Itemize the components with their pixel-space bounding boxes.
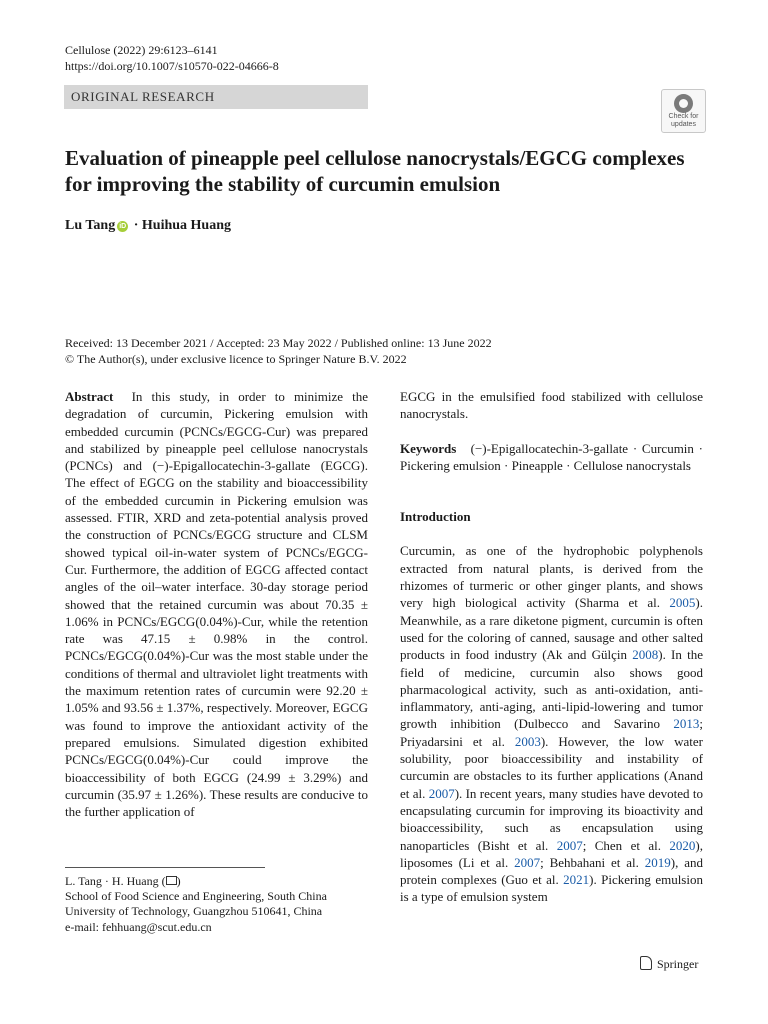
keywords-text: (−)-Epigallocatechin-3-gallate · Curcumin · Pickering emulsion · Pineapple · Cellulose nanocrystals: [400, 440, 703, 473]
citation-link[interactable]: 2021: [563, 872, 590, 888]
citation-link[interactable]: 2007: [428, 785, 455, 801]
introduction-text: ; Behbahani et al.: [540, 854, 645, 870]
introduction-text: ), and protein complexes (Guo et al.: [400, 854, 703, 888]
introduction-heading: Introduction: [400, 509, 471, 525]
citation-link[interactable]: 2008: [632, 647, 659, 663]
author-separator: ·: [130, 218, 142, 233]
introduction-body: [400, 542, 703, 905]
article-type-label: ORIGINAL RESEARCH: [71, 89, 215, 104]
journal-header: [65, 42, 279, 74]
abstract-continuation: EGCG in the emulsified food stabilized with cellulose nanocrystals.: [400, 389, 703, 422]
introduction-text: ). In the field of medicine, curcumin also shows good pharmacological activity, such as anti-oxidation, anti-inflammatory, anti-aging, anti-lipid-lowering and tumor growth inhibition (Dulbecco and Savarino: [400, 647, 703, 732]
received-accepted-published: Received: 13 December 2021 / Accepted: 23 May 2022 / Published online: 13 June 2022: [65, 336, 492, 350]
affiliation-names-end: ): [176, 874, 181, 888]
citation-link[interactable]: 2005: [669, 595, 696, 611]
abstract-text: In this study, in order to minimize the degradation of curcumin, Pickering emulsion with embedded curcumin (PCNCs/EGCG-Cur) was prepared and stabilized by pineapple peel cellulose nanocrystals (PCNCs) and (−)-Epigallocatechin-3-gallate (EGCG). The effect of EGCG on the stability and bioaccessibility of the embedded curcumin in Pickering emulsion was assessed. FTIR, XRD and zeta-potential analysis proved the construction of PCNCs/EGCG structure and CLSM showed typical oil-in-water system of PCNCs/EGCG-Cur. Furthermore, the addition of EGCG affected contact angles of the oil–water interface. 30-day storage period showed that the retained curcumin was about 70.35 ± 1.06% in PCNCs/EGCG(0.04%)-Cur, while the retention rate was 47.15 ± 0.98% in the control. PCNCs/EGCG(0.04%)-Cur was the most stable under the conditions of thermal and ultraviolet light treatments with the maximum retention rates of curcumin were 92.20 ± 1.05% and 93.56 ± 1.37%, respectively. Moreover, EGCG was found to improve the antioxidant activity of the prepared emulsions. Simulated digestion exhibited PCNCs/EGCG(0.04%)-Cur could improve the bioaccessibility of both EGCG (24.99 ± 3.29%) and curcumin (35.97 ± 1.26%). These results are conducive to the further application of: [65, 389, 369, 820]
orcid-icon[interactable]: iD: [119, 223, 127, 230]
publisher-footer: [640, 956, 698, 972]
citation-link[interactable]: 2013: [673, 716, 700, 732]
introduction-text: ), liposomes (Li et al.: [400, 837, 703, 870]
affiliation-names: L. Tang · H. Huang (: [65, 874, 166, 888]
citation-link[interactable]: 2007: [556, 837, 583, 853]
check-for-updates-line1: Check for: [668, 113, 699, 120]
author-lu-tang[interactable]: Lu Tang: [65, 218, 116, 233]
introduction-text: ). In recent years, many studies have devoted to encapsulating curcumin for improving its bioactivity and bioaccessibility, such as encapsulation using nanoparticles (Bisht et al.: [400, 785, 703, 853]
abstract-section: [65, 388, 368, 820]
introduction-text: ; Chen et al.: [582, 837, 670, 853]
introduction-text: ; Priyadarsini et al.: [400, 716, 703, 749]
affiliation-school: School of Food Science and Engineering, South China: [65, 889, 327, 904]
article-title: Evaluation of pineapple peel cellulose nanocrystals/EGCG complexes for improving the stability of curcumin emulsion: [65, 146, 685, 196]
citation-link[interactable]: 2019: [644, 854, 671, 870]
publisher-name: Springer: [657, 957, 699, 971]
publication-dates: [65, 335, 492, 367]
footnote-rule: [65, 867, 265, 868]
affiliation-email[interactable]: e-mail: fehhuang@scut.edu.cn: [65, 919, 212, 934]
journal-citation: Cellulose (2022) 29:6123–6141: [65, 43, 218, 57]
copyright-line: © The Author(s), under exclusive licence to Springer Nature B.V. 2022: [65, 352, 407, 366]
citation-link[interactable]: 2020: [669, 837, 696, 853]
envelope-icon[interactable]: [166, 876, 177, 885]
citation-link[interactable]: 2003: [514, 733, 541, 749]
check-for-updates-button[interactable]: [661, 89, 706, 133]
introduction-text: ). However, the low water solubility, poor bioaccessibility and instability of curcumin are obstacles to its further applications (Anand et al.: [400, 733, 703, 801]
keywords-label: Keywords: [400, 440, 457, 456]
author-list: [65, 217, 231, 235]
introduction-text: ). Pickering emulsion is a type of emulsion system: [400, 872, 703, 905]
author-affiliation: [65, 874, 368, 935]
author-huihua-huang[interactable]: Huihua Huang: [141, 218, 231, 233]
check-for-updates-icon: [674, 94, 693, 113]
doi-link[interactable]: https://doi.org/10.1007/s10570-022-04666-8: [65, 59, 279, 73]
article-type-banner: [64, 85, 368, 109]
springer-logo-icon: [640, 956, 652, 970]
keywords-section: [400, 440, 703, 475]
right-column: [400, 388, 703, 906]
introduction-text: ). Meanwhile, as a rare diketone pigment, curcumin is often used for the coloring of canned, sausage and other salted products in food industry (Ak and Gülçin: [400, 595, 703, 663]
abstract-label: Abstract: [65, 389, 114, 404]
introduction-text: Curcumin, as one of the hydrophobic polyphenols extracted from natural plants, is derived from the rhizomes of turmeric or other ginger plants, and shows very high biological activity (Sharma et al.: [400, 543, 703, 611]
check-for-updates-line2: updates: [671, 121, 696, 128]
affiliation-university: University of Technology, Guangzhou 510641, China: [65, 904, 323, 919]
citation-link[interactable]: 2007: [514, 854, 541, 870]
